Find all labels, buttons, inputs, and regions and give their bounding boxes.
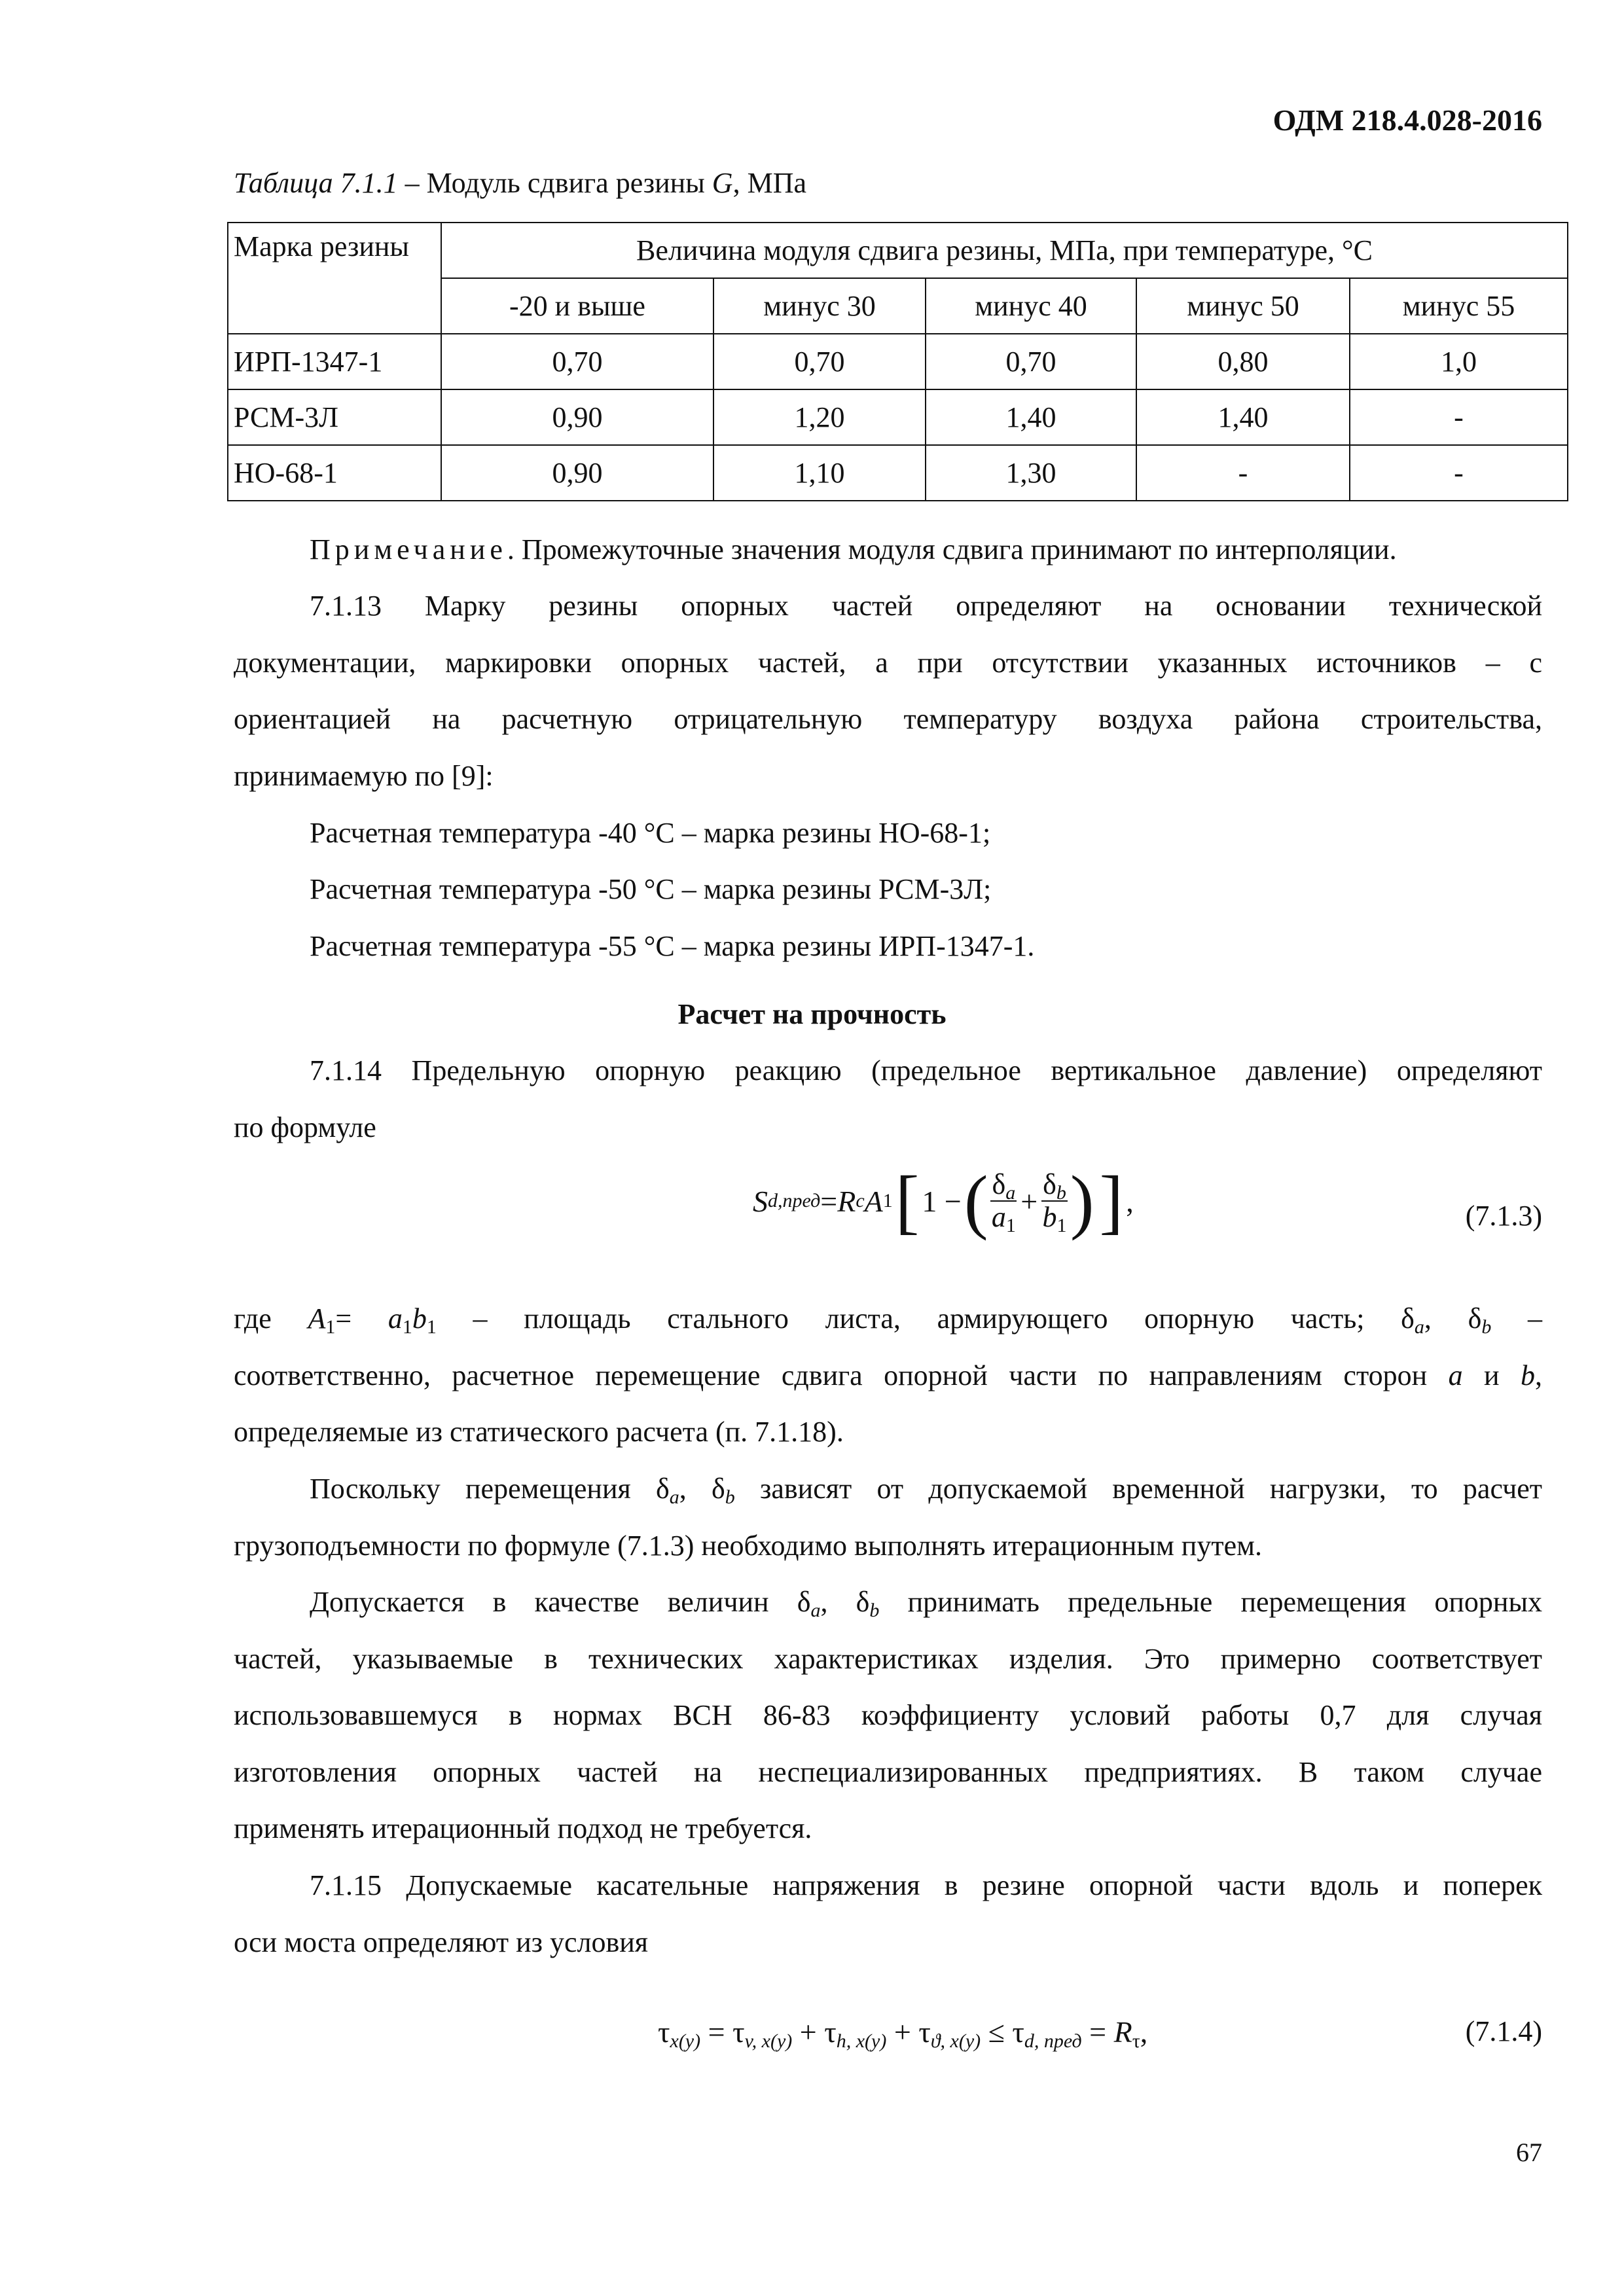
table-cell: 0,70 bbox=[713, 334, 926, 389]
col-header-temp: минус 30 bbox=[713, 278, 926, 334]
col-header-grade: Марка резины bbox=[228, 223, 441, 334]
fraction-da-a1: $\frac{\delta_a}{a_1}$ bbox=[991, 1168, 1016, 1236]
paragraph-allow-line: изготовления опорных частей на неспециализированных предприятиях. В таком случае bbox=[234, 1756, 1542, 1788]
paragraph-7-1-15-line: оси моста определяют из условия bbox=[234, 1926, 649, 1958]
document-number: ОДМ 218.4.028-2016 bbox=[1272, 103, 1542, 137]
right-paren: ) bbox=[1070, 1161, 1094, 1241]
table-cell: 0,90 bbox=[441, 389, 713, 445]
row-grade: ИРП-1347-1 bbox=[228, 334, 441, 389]
row-grade: РСМ-3Л bbox=[228, 389, 441, 445]
table-cell: 0,70 bbox=[926, 334, 1136, 389]
table-cell: 1,10 bbox=[713, 445, 926, 501]
formula-number: (7.1.3) bbox=[1465, 1200, 1542, 1232]
col-header-temp: минус 40 bbox=[926, 278, 1136, 334]
table-header-row bbox=[228, 223, 1568, 278]
temperature-item: Расчетная температура -50 °C – марка резины РСМ-3Л; bbox=[310, 873, 992, 905]
left-bracket: [ bbox=[895, 1161, 920, 1241]
paragraph-7-1-13-line: 7.1.13 Марку резины опорных частей определяют на основании технической bbox=[310, 590, 1542, 622]
col-header-temp: минус 55 bbox=[1350, 278, 1568, 334]
paragraph-moves-line: Поскольку перемещения $\delta_a$, $\delta_b$ зависят от допускаемой временной нагрузки, то расчет bbox=[310, 1473, 1542, 1508]
formula-7-1-3: S d,пред = R c A 1 [ 1 − ( $\frac{\delta_a}{a_1}$ + $\frac{\delta_b}{b_1}$ ) ] , bbox=[753, 1161, 1134, 1241]
paragraph-allow-line: использовавшемуся в нормах ВСН 86-83 коэффициенту условий работы 0,7 для случая bbox=[234, 1699, 1542, 1731]
paragraph-allow-line: Допускается в качестве величин $\delta_a$, $\delta_b$ принимать предельные перемещения опорных bbox=[310, 1586, 1543, 1621]
table-caption-prefix: Таблица 7.1.1 bbox=[234, 167, 398, 199]
col-header-group: Величина модуля сдвига резины, МПа, при температуре, °C bbox=[441, 223, 1568, 278]
table-row bbox=[228, 445, 1568, 501]
table-cell: 1,30 bbox=[926, 445, 1136, 501]
paragraph-moves-line: грузоподъемности по формуле (7.1.3) необходимо выполнять итерационным путем. bbox=[234, 1530, 1262, 1562]
paragraph-7-1-13-line: документации, маркировки опорных частей, а при отсутствии указанных источников – с bbox=[234, 647, 1542, 679]
table-cell: 1,40 bbox=[1136, 389, 1350, 445]
temperature-item: Расчетная температура -40 °C – марка резины НО-68-1; bbox=[310, 817, 991, 849]
table-cell: - bbox=[1136, 445, 1350, 501]
formula-number: (7.1.4) bbox=[1465, 2015, 1542, 2047]
row-grade: НО-68-1 bbox=[228, 445, 441, 501]
table-cell: - bbox=[1350, 389, 1568, 445]
temperature-item: Расчетная температура -55 °C – марка резины ИРП-1347-1. bbox=[310, 930, 1035, 962]
paragraph-allow-line: частей, указываемые в технических характеристиках изделия. Это примерно соответствует bbox=[234, 1643, 1542, 1675]
paragraph-7-1-13-line: принимаемую по [9]: bbox=[234, 760, 494, 792]
paragraph-7-1-14-line: 7.1.14 Предельную опорную реакцию (предельное вертикальное давление) определяют bbox=[310, 1054, 1542, 1086]
paragraph-7-1-14-line: по формуле bbox=[234, 1111, 376, 1143]
formula-7-1-4: $\tau_{x(y)} = \tau_{v, x(y)} + \tau_{h, x(y)} + \tau_{ϑ, x(y)} \le \tau_{d, пред} = R_\tau$, bbox=[658, 2015, 1148, 2052]
left-paren: ( bbox=[964, 1161, 988, 1241]
page-number: 67 bbox=[1516, 2138, 1542, 2167]
table-cell: 1,40 bbox=[926, 389, 1136, 445]
right-bracket: ] bbox=[1099, 1161, 1124, 1241]
table-note: Примечание. Промежуточные значения модуля сдвига принимают по интерполяции. bbox=[310, 533, 1397, 565]
table-cell: 0,80 bbox=[1136, 334, 1350, 389]
shear-modulus-table bbox=[227, 222, 1568, 501]
table-row bbox=[228, 389, 1568, 445]
where-line: соответственно, расчетное перемещение сдвига опорной части по направлениям сторон a и b, bbox=[234, 1359, 1543, 1391]
table-cell: 0,90 bbox=[441, 445, 713, 501]
table-caption: Таблица 7.1.1 – Модуль сдвига резины G, МПа bbox=[234, 167, 807, 199]
where-line: определяемые из статического расчета (п. 7.1.18). bbox=[234, 1416, 844, 1448]
table-cell: - bbox=[1350, 445, 1568, 501]
col-header-temp: минус 50 bbox=[1136, 278, 1350, 334]
table-row bbox=[228, 334, 1568, 389]
note-label: Примечание bbox=[310, 533, 507, 565]
section-heading: Расчет на прочность bbox=[677, 998, 947, 1030]
table-cell: 1,20 bbox=[713, 389, 926, 445]
paragraph-allow-line: применять итерационный подход не требуется. bbox=[234, 1812, 812, 1844]
paragraph-7-1-15-line: 7.1.15 Допускаемые касательные напряжения в резине опорной части вдоль и поперек bbox=[310, 1869, 1542, 1901]
paragraph-7-1-13-line: ориентацией на расчетную отрицательную температуру воздуха района строительства, bbox=[234, 703, 1542, 735]
col-header-temp: -20 и выше bbox=[441, 278, 713, 334]
table-cell: 0,70 bbox=[441, 334, 713, 389]
fraction-db-b1: $\frac{\delta_b}{b_1}$ bbox=[1042, 1168, 1067, 1236]
where-line: где $A_1= a_1b_1$ – площадь стального листа, армирующего опорную часть; $\delta_a$, $\delta_b$ – bbox=[234, 1302, 1542, 1338]
table-cell: 1,0 bbox=[1350, 334, 1568, 389]
